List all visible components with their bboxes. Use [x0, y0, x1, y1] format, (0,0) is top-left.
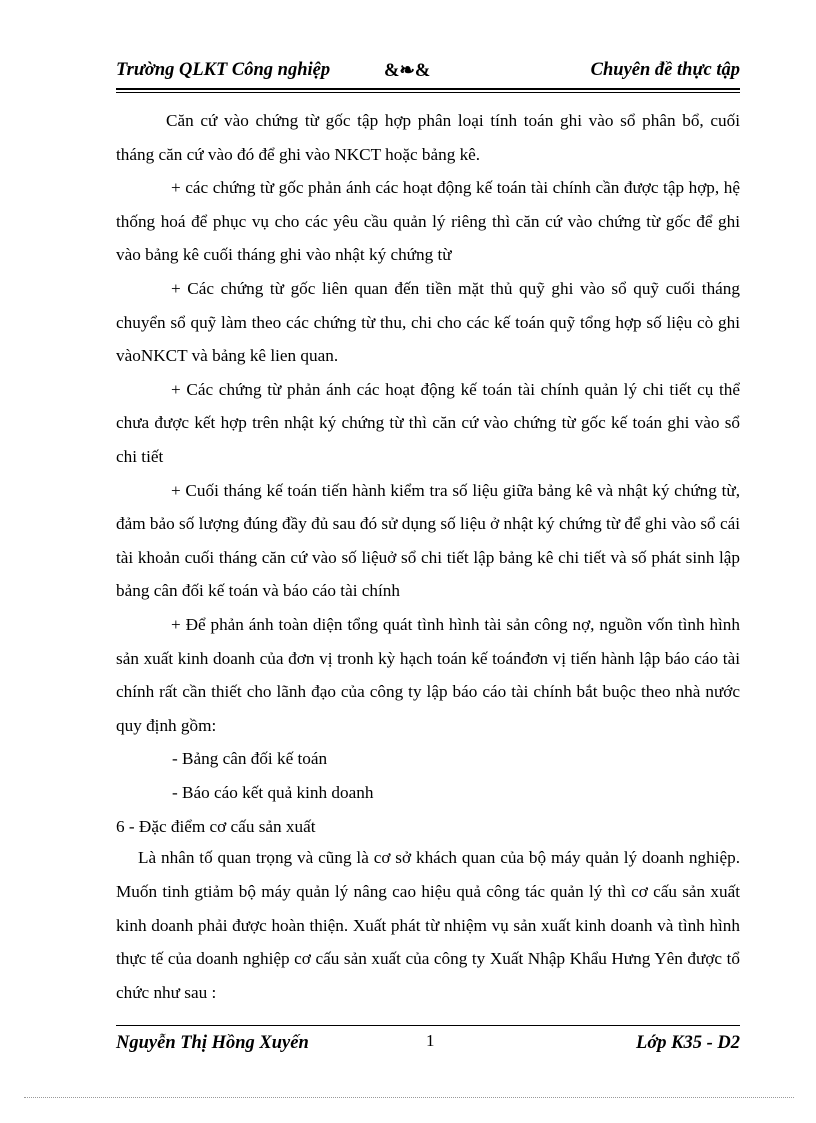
footer-author: Nguyễn Thị Hồng Xuyến	[116, 1033, 309, 1053]
page-break-line	[24, 1097, 794, 1098]
header-rule	[116, 88, 740, 90]
header-rule-thin	[116, 92, 740, 93]
paragraph: Là nhân tố quan trọng và cũng là cơ sở khách quan của bộ máy quản lý doanh nghiệp. Muốn tinh gtiảm bộ máy quản lý nâng cao hiệu quả công tác quản lý thì cơ cấu sản xuất kinh doanh phải được hoàn thiện. Xuất phát từ nhiệm vụ sản xuất kinh doanh và tình hình thực tế của doanh nghiệp cơ cấu sản xuất của công ty Xuất Nhập Khẩu Hưng Yên được tổ chức như sau :	[116, 848, 740, 1002]
paragraph: + Để phản ánh toàn diện tổng quát tình hình tài sản công nợ, nguồn vốn tình hình sản xuất kinh doanh của đơn vị tronh kỳ hạch toán kế toánđơn vị tiến hành lập báo cáo tài chính rất cần thiết cho lãnh đạo của công ty lập báo cáo tài chính bắt buộc theo nhà nước quy định gồm:	[116, 614, 740, 735]
header-title: Chuyên đề thực tập	[590, 60, 740, 80]
footer-class: Lớp K35 - D2	[636, 1033, 740, 1053]
list-item: - Bảng cân đối kế toán	[172, 749, 328, 769]
page-header	[116, 56, 740, 84]
document-body	[116, 104, 740, 1009]
page-footer	[116, 1031, 740, 1059]
header-ornament: &❧&	[384, 61, 431, 81]
paragraph: + các chứng từ gốc phản ánh các hoạt động kế toán tài chính cần được tập hợp, hệ thống hoá để phục vụ cho các yêu cầu quản lý riêng thì căn cứ vào chứng từ gốc để ghi vào bảng kê cuối tháng ghi vào nhật ký chứng từ	[116, 178, 740, 265]
page-number: 1	[426, 1031, 435, 1050]
paragraph: Căn cứ vào chứng từ gốc tập hợp phân loại tính toán ghi vào sổ phân bổ, cuối tháng căn cứ vào đó để ghi vào NKCT hoặc bảng kê.	[116, 111, 740, 164]
list-item: - Báo cáo kết quả kinh doanh	[172, 782, 374, 802]
footer-rule	[116, 1025, 740, 1026]
paragraph: + Các chứng từ gốc liên quan đến tiền mặt thủ quỹ ghi vào sổ quỹ cuối tháng chuyển sổ quỹ làm theo các chứng từ thu, chi cho các kế toán quỹ tổng hợp số liệu cò ghi vàoNKCT và bảng kê lien quan.	[116, 278, 740, 366]
header-school: Trường QLKT Công nghiệp	[116, 60, 331, 80]
paragraph: + Các chứng từ phản ánh các hoạt động kế toán tài chính quản lý chi tiết cụ thể chưa được kết hợp trên nhật ký chứng từ thì căn cứ vào chứng từ gốc kế toán ghi vào sổ chi tiết	[116, 379, 740, 466]
paragraph: + Cuối tháng kế toán tiến hành kiểm tra số liệu giữa bảng kê và nhật ký chứng từ, đảm bảo số lượng đúng đầy đủ sau đó sử dụng số liệu ở nhật ký chứng từ để ghi vào sổ cái tài khoản cuối tháng căn cứ vào số liệuở sổ chi tiết lập bảng kê chi tiết và số phát sinh lập bảng cân đối kế toán và báo cáo tài chính	[116, 480, 740, 601]
section-heading: 6 - Đặc điểm cơ cấu sản xuất	[116, 817, 316, 837]
